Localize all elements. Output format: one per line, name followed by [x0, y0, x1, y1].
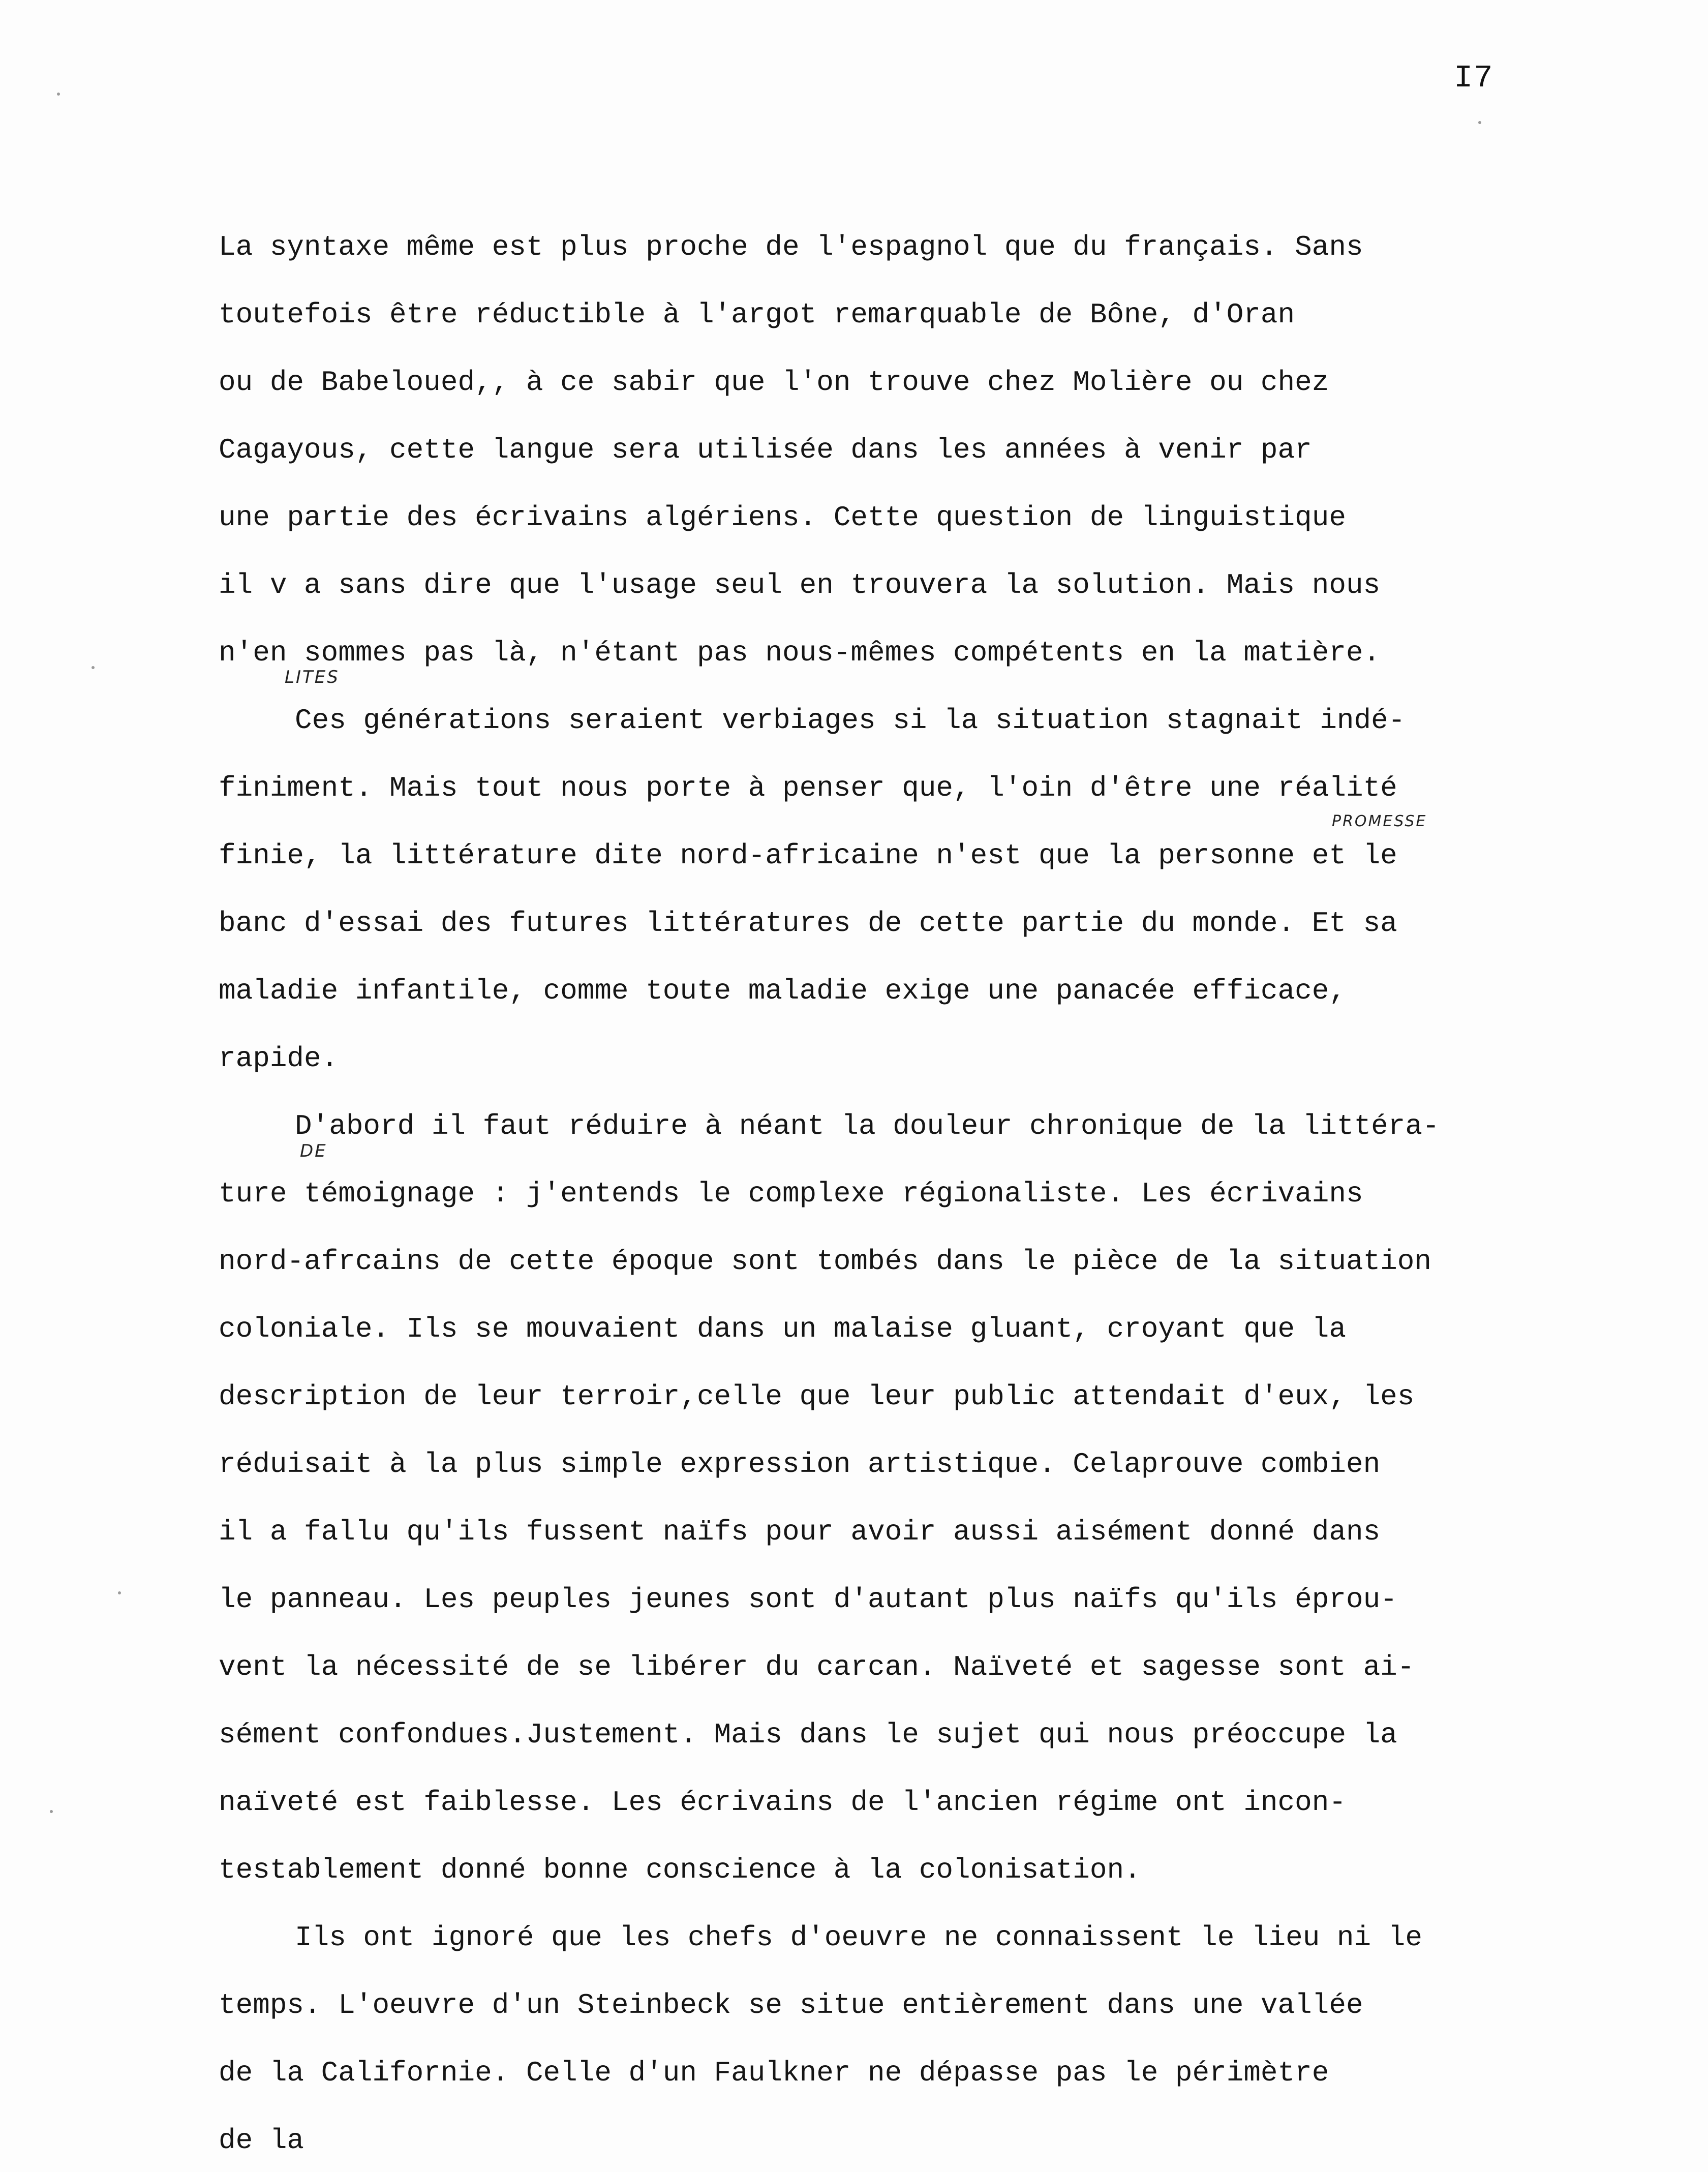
text-line: maladie infantile, comme toute maladie exige une panacée efficace,	[219, 975, 1346, 1007]
text-line: une partie des écrivains algériens. Cette question de linguistique	[219, 501, 1346, 534]
paper-speck	[57, 93, 60, 96]
text-line: il a fallu qu'ils fussent naïfs pour avoir aussi aisément donné dans	[219, 1516, 1381, 1548]
text-line: sément confondues.Justement. Mais dans le sujet qui nous préoccupe la	[219, 1718, 1397, 1751]
text-line: le panneau. Les peuples jeunes sont d'autant plus naïfs qu'ils éprou-	[219, 1583, 1397, 1616]
text-line: réduisait à la plus simple expression artistique. Celaprouve combien	[219, 1448, 1381, 1481]
text-line: de la Californie. Celle d'un Faulkner ne dépasse pas le périmètre	[219, 2057, 1329, 2089]
text-line: finiment. Mais tout nous porte à penser que, l'oin d'être une réalité	[219, 772, 1397, 804]
text-line: ture témoignage : j'entends le complexe régionaliste. Les écrivains	[219, 1178, 1363, 1210]
text-line: banc d'essai des futures littératures de cette partie du monde. Et sa	[219, 907, 1397, 940]
text-line: ou de Babeloued,, à ce sabir que l'on trouve chez Molière ou chez	[219, 366, 1329, 399]
handwritten-correction-de: DE	[300, 1141, 327, 1161]
text-line: temps. L'oeuvre d'un Steinbeck se situe entièrement dans une vallée	[219, 1989, 1363, 2022]
text-line: D'abord il faut réduire à néant la douleur chronique de la littéra-	[295, 1110, 1440, 1142]
text-line: finie, la littérature dite nord-africaine n'est que la personne et le	[219, 839, 1397, 872]
text-line: nord-afrcains de cette époque sont tombés dans le pièce de la situation	[219, 1245, 1431, 1278]
handwritten-correction-promesse: PROMESSE	[1332, 812, 1427, 830]
text-line: rapide.	[219, 1042, 339, 1075]
text-line: Ces générations seraient verbiages si la situation stagnait indé-	[295, 704, 1406, 737]
text-line: Cagayous, cette langue sera utilisée dans les années à venir par	[219, 434, 1312, 466]
text-line: de la	[219, 2124, 304, 2157]
text-line: testablement donné bonne conscience à la colonisation.	[219, 1854, 1141, 1886]
paper-speck	[1478, 121, 1481, 124]
text-line: n'en sommes pas là, n'étant pas nous-mêmes compétents en la matière.	[219, 637, 1381, 669]
text-line: naïveté est faiblesse. Les écrivains de l'ancien régime ont incon-	[219, 1786, 1346, 1819]
text-line: Ils ont ignoré que les chefs d'oeuvre ne connaissent le lieu ni le	[295, 1921, 1422, 1954]
text-line: il v a sans dire que l'usage seul en trouvera la solution. Mais nous	[219, 569, 1381, 601]
paper-speck	[92, 666, 95, 669]
paper-speck	[50, 1810, 53, 1813]
handwritten-correction-lites: LITES	[285, 667, 340, 687]
paper-speck	[118, 1591, 121, 1594]
typed-text-body	[219, 214, 1657, 2172]
text-line: vent la nécessité de se libérer du carcan. Naïveté et sagesse sont ai-	[219, 1651, 1415, 1683]
text-line: La syntaxe même est plus proche de l'espagnol que du français. Sans	[219, 231, 1363, 263]
text-line: description de leur terroir,celle que leur public attendait d'eux, les	[219, 1380, 1415, 1413]
text-line: coloniale. Ils se mouvaient dans un malaise gluant, croyant que la	[219, 1313, 1346, 1345]
page-number: I7	[1454, 60, 1494, 96]
text-line: toutefois être réductible à l'argot remarquable de Bône, d'Oran	[219, 298, 1295, 331]
